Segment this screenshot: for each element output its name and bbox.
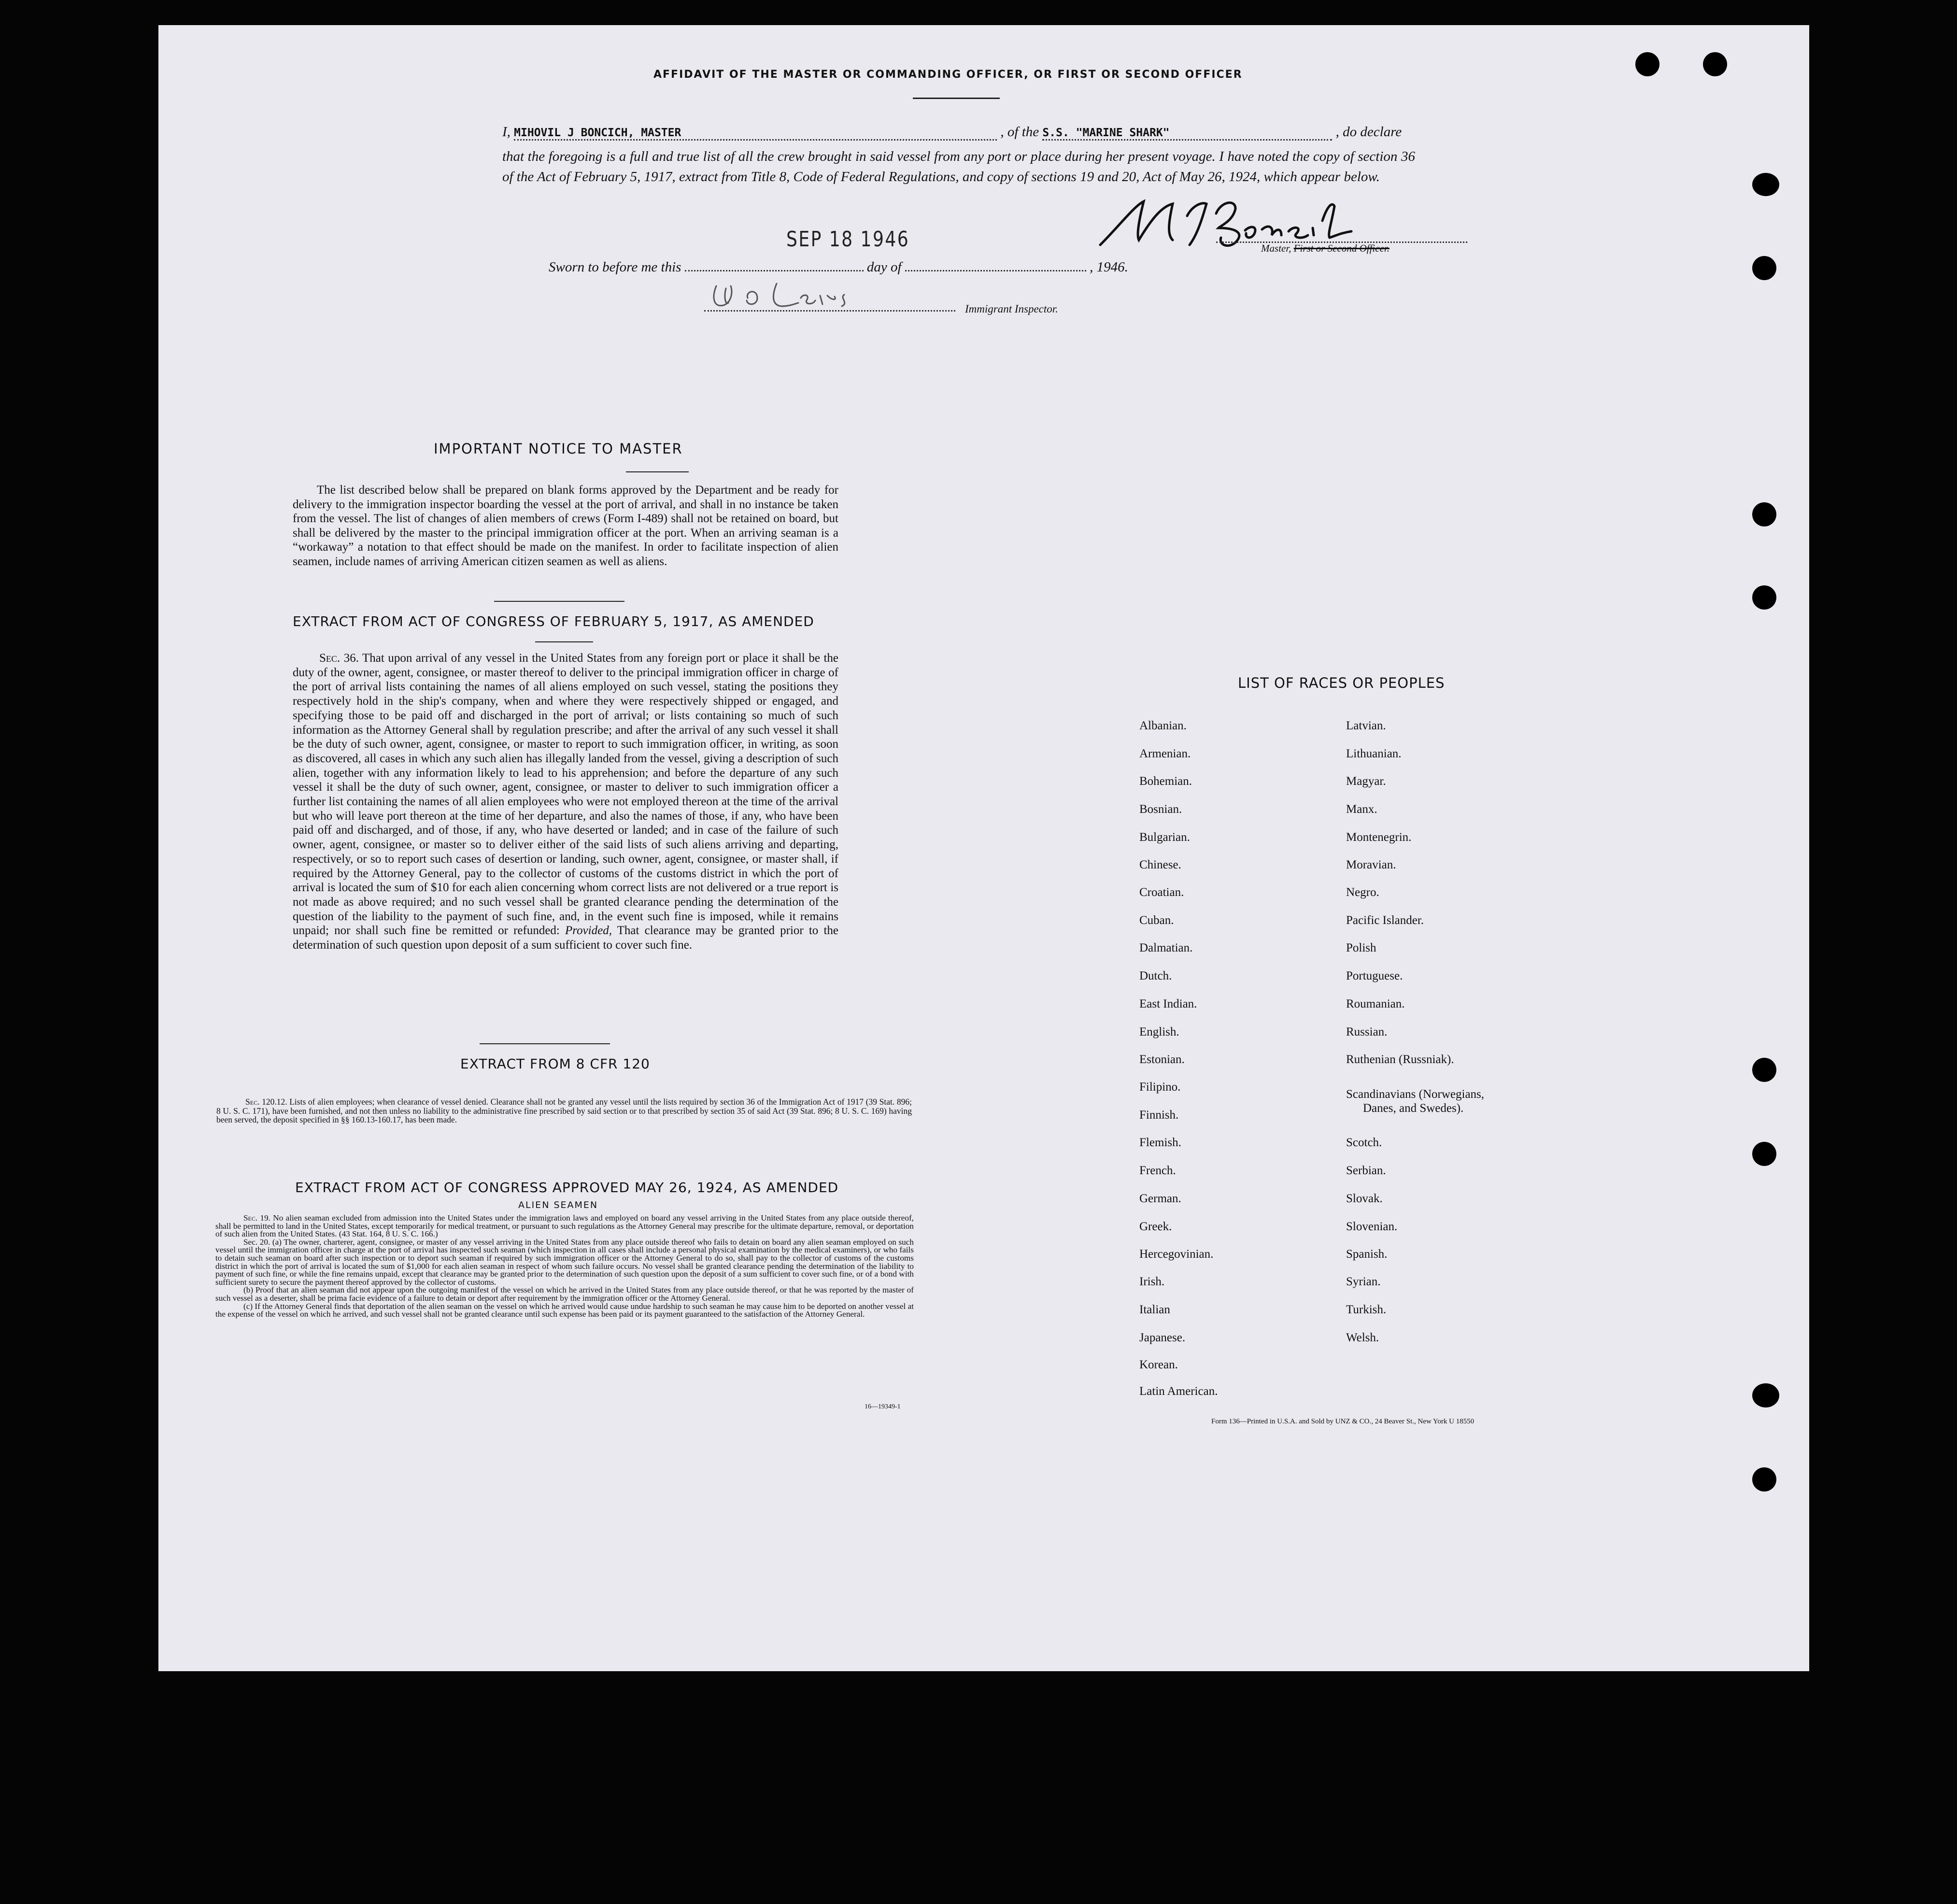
inspector-label: Immigrant Inspector. [965, 303, 1058, 315]
inspector-line [704, 310, 955, 312]
sec-19-label: Sec. 19. [243, 1213, 270, 1222]
inspector-signature [704, 276, 868, 315]
race-item: Serbian. [1346, 1164, 1386, 1177]
title-rule [913, 98, 1000, 99]
punch-hole [1752, 1058, 1776, 1082]
race-item: Irish. [1139, 1275, 1165, 1288]
race-item: Japanese. [1139, 1331, 1186, 1344]
act-1917-closing: That clearance may be granted prior to the determination of such question upon deposit of a sum sufficient to cover such fine. [293, 924, 838, 952]
race-item: Flemish. [1139, 1136, 1181, 1149]
race-item: Italian [1139, 1303, 1170, 1316]
notice-rule [626, 471, 689, 472]
act-1917-sec-label: Sec. 36. [319, 652, 359, 665]
punch-hole [1752, 1142, 1776, 1166]
alien-seamen-subheading: ALIEN SEAMEN [518, 1200, 598, 1210]
punch-hole [1752, 173, 1779, 196]
left-form-number: 16—19349-1 [865, 1403, 901, 1410]
do-declare-label: , do declare [1335, 124, 1402, 140]
sec-20-c: (c) If the Attorney General finds that deportation of the alien seaman on the vessel on which he arrived would cause undue hardship to such seaman he may cause him to be deported on another vessel at the expense of the vessel on which he arrived, and such vessel shall not be granted clearance until such expense has been paid or its payment guaranteed to the satisfaction of the Attorney General. [215, 1301, 914, 1319]
punch-hole [1752, 502, 1776, 526]
sec-19 [215, 1214, 914, 1238]
affidavit-title: AFFIDAVIT OF THE MASTER OR COMMANDING OFFICER, OR FIRST OR SECOND OFFICER [653, 69, 1243, 81]
race-item: Pacific Islander. [1346, 914, 1424, 927]
act-1917-body [293, 651, 838, 952]
sec-20-label: Sec. 20. [243, 1237, 270, 1247]
race-item: English. [1139, 1025, 1179, 1038]
master-name: MIHOVIL J BONCICH, MASTER [514, 127, 997, 141]
date-stamp: SEP 18 1946 [786, 227, 910, 252]
act-1917-text: That upon arrival of any vessel in the United States from any foreign port or place it shall be the duty of the owner, agent, consignee, or master thereof to deliver to the principal immigration officer in charge of the port of arrival lists containing the names of all aliens employed on such vessel, stating the positions they respectively hold in the ship's company, when and where they were respectively shipped or engaged, and specifying those to be paid off and discharged in the port of arrival; or lists containing so much of such information as the Attorney General shall by regulation prescribe; and after the arrival of any such vessel it shall be the duty of such owner, agent, consignee, or master to report to such immigration officer, in writing, as soon as discovered, all cases in which any such alien has illegally landed from the vessel, giving a description of such alien, together with any information likely to lead to his apprehension; and before the departure of any such vessel it shall be the duty of such owner, agent, consignee, or master to deliver to such immigration officer a further list containing the names of all alien employees who were not employed thereon at the time of the arrival but who will leave port thereon at the time of her departure, and also the names of those, if any, who have been paid off and discharged, and of those, if any, who have deserted or landed; and in case of the failure of such owner, agent, consignee, or master so to deliver either of the said lists of such aliens arriving and departing, respectively, or so to report such cases of desertion or landing, such owner, agent, consignee, or master shall, if required by the Attorney General, pay to the collector of customs of the customs district in which the port of arrival is located the sum of $10 for each alien concerning whom correct lists are not delivered or a true report is not made as above required; and no such vessel shall be granted clearance pending the determination of the question of the liability to the payment of such fine, and, in the event such fine is imposed, while it remains unpaid; nor shall such fine be remitted or refunded: [293, 652, 839, 938]
of-the-label: , of the [1000, 124, 1039, 140]
form-printer-note: Form 136—Printed in U.S.A. and Sold by UNZ & CO., 24 Beaver St., New York U 18550 [1211, 1418, 1475, 1425]
race-item: Bulgarian. [1139, 831, 1190, 844]
struck-officer-title: First or Second Officer. [1293, 242, 1390, 254]
notice-end-rule [494, 601, 624, 602]
race-item: Portuguese. [1346, 969, 1403, 982]
punch-hole [1752, 1383, 1779, 1407]
race-item: Scotch. [1346, 1136, 1382, 1149]
notice-body: The list described below shall be prepared on blank forms approved by the Department and be ready for delivery to the immigration inspector boarding the vessel at the port of arrival, and shall in no instance be taken from the vessel. The list of changes of alien members of crews (Form I-489) shall not be retained on board, but shall be delivered by the master to the principal immigration officer at the port. When an arriving seaman is a “workaway” a notation to that effect should be made on the manifest. In order to facilitate inspection of alien seamen, include names of arriving American citizen seamen as well as aliens. [293, 483, 838, 568]
day-of-label: day of [866, 259, 902, 275]
race-item: Turkish. [1346, 1303, 1387, 1316]
punch-hole [1752, 256, 1776, 280]
cfr-sec-label: Sec. 120.12. [245, 1097, 287, 1107]
race-item: Moravian. [1346, 858, 1396, 871]
punch-hole [1752, 1467, 1776, 1492]
sec-19-text: No alien seaman excluded from admission into the United States under the immigration laws and employed on board any vessel arriving in the United States from any place outside thereof, shall be permitted to land in the United States, except temporarily for medical treatment, or pursuant to such regulations as the Attorney General may prescribe for the ultimate departure, removal, or deportation of such alien from the United States. (43 Stat. 164, 8 U. S. C. 166.) [215, 1213, 914, 1239]
race-item: Filipino. [1139, 1080, 1181, 1094]
race-item: Dalmatian. [1139, 941, 1193, 954]
race-item: Finnish. [1139, 1108, 1179, 1122]
act-1917-heading: EXTRACT FROM ACT OF CONGRESS OF FEBRUARY 5, 1917, AS AMENDED [293, 613, 814, 629]
affidavit-i: I, [502, 124, 511, 140]
race-item: Syrian. [1346, 1275, 1381, 1288]
master-title-label: Master, [1261, 242, 1291, 254]
sworn-line [549, 259, 1128, 275]
race-item: Greek. [1139, 1220, 1172, 1233]
race-item: Danes, and Swedes). [1363, 1102, 1464, 1115]
sec-20-a-text: (a) The owner, charterer, agent, consignee, or master of any vessel arriving in the United States from any place outside thereof who fails to detain on board any alien seaman employed on such vessel until the immigration officer in charge at the port of arrival has inspected such seaman (which inspection in all cases shall include a personal physical examination by the medical examiners), or who fails to detain such seaman on board after such inspection or to deport such seaman if required by such immigration officer or the Attorney General to do so, shall pay to the collector of customs of the customs district in which the port of arrival is located the sum of $1,000 for each alien seaman in respect of whom such failure occurs. No vessel shall be granted clearance pending the determination of the liability to payment of such fine, or while the fine remains unpaid, except that clearance may be granted prior to the determination of such question upon the deposit of a sum sufficient to cover such fine, or of a bond with sufficient surety to secure the payment thereof approved by the collector of customs. [215, 1237, 914, 1287]
race-item: Ruthenian (Russniak). [1346, 1053, 1454, 1066]
punch-hole [1752, 585, 1776, 610]
punch-hole [1635, 52, 1659, 76]
race-item: East Indian. [1139, 997, 1197, 1010]
cfr-text: Lists of alien employees; when clearance of vessel denied. Clearance shall not be granted any vessel until the lists required by section 36 of the Immigration Act of 1917 (39 Stat. 896; 8 U. S. C. 171), have been furnished, and not then unless no liability to the administrative fine prescribed by said section or to that prescribed by section 35 of said Act (39 Stat. 896; 8 U. S. C. 169) having been served, the deposit specified in §§ 160.13-160.17, has been made. [216, 1097, 912, 1124]
sworn-label: Sworn to before me this [549, 259, 681, 275]
race-item: Polish [1346, 941, 1376, 954]
affidavit-line-1 [502, 124, 1589, 141]
race-item: Bohemian. [1139, 775, 1192, 788]
race-item: Negro. [1346, 886, 1379, 899]
race-item: Russian. [1346, 1025, 1388, 1038]
sworn-month-blank [905, 270, 1086, 271]
year-label: , 1946. [1090, 259, 1128, 275]
punch-hole [1703, 52, 1727, 76]
race-item: Montenegrin. [1346, 831, 1412, 844]
race-item: Albanian. [1139, 719, 1187, 732]
notice-heading: IMPORTANT NOTICE TO MASTER [434, 440, 683, 457]
race-item: Croatian. [1139, 886, 1184, 899]
sec-20-b: (b) Proof that an alien seaman did not appear upon the outgoing manifest of the vessel on which he arrived in the United States from any place outside thereof, or that he was reported by the master of such vessel as a deserter, shall be prima facie evidence of a failure to detain or deport after requirement by the immigration officer or the Attorney General. [215, 1285, 914, 1303]
act-1917-rule [535, 641, 593, 642]
race-item: Lithuanian. [1346, 747, 1402, 760]
act-1924-body [215, 1214, 914, 1319]
race-item: Latin American. [1139, 1385, 1218, 1398]
act-1917-provided: Provided, [565, 924, 612, 938]
race-item: Cuban. [1139, 914, 1174, 927]
race-item: Bosnian. [1139, 803, 1182, 816]
cfr-body [216, 1097, 912, 1124]
sec-20-a [215, 1238, 914, 1287]
document-page [158, 25, 1809, 1671]
race-item: Magyar. [1346, 775, 1386, 788]
race-item: German. [1139, 1192, 1181, 1205]
sworn-day-blank [685, 270, 864, 271]
race-item: Scandinavians (Norwegians, [1346, 1088, 1485, 1101]
vessel-name: S.S. "MARINE SHARK" [1042, 127, 1332, 141]
race-item: Latvian. [1346, 719, 1386, 732]
cfr-heading: EXTRACT FROM 8 CFR 120 [460, 1056, 650, 1072]
act-1924-heading: EXTRACT FROM ACT OF CONGRESS APPROVED MAY 26, 1924, AS AMENDED [295, 1179, 839, 1195]
race-item: Spanish. [1346, 1248, 1388, 1261]
race-item: Roumanian. [1346, 997, 1405, 1010]
race-item: Manx. [1346, 803, 1377, 816]
race-item: Welsh. [1346, 1331, 1379, 1344]
act-1917-end-rule [480, 1043, 610, 1044]
race-item: Chinese. [1139, 858, 1181, 871]
affidavit-body: that the foregoing is a full and true list of all the crew brought in said vessel from any port or place during her present voyage. I have noted the copy of section 36 of the Act of February 5, 1917, extract from Title 8, Code of Federal Regulations, and copy of sections 19 and 20, Act of May 26, 1924, which appear below. [502, 149, 1415, 185]
race-item: Korean. [1139, 1358, 1178, 1371]
races-heading: LIST OF RACES OR PEOPLES [1238, 675, 1445, 691]
race-item: Estonian. [1139, 1053, 1185, 1066]
race-item: Hercegovinian. [1139, 1248, 1214, 1261]
race-item: French. [1139, 1164, 1176, 1177]
race-item: Slovenian. [1346, 1220, 1398, 1233]
race-item: Dutch. [1139, 969, 1172, 982]
master-title [1261, 242, 1390, 255]
race-item: Armenian. [1139, 747, 1191, 760]
race-item: Slovak. [1346, 1192, 1383, 1205]
